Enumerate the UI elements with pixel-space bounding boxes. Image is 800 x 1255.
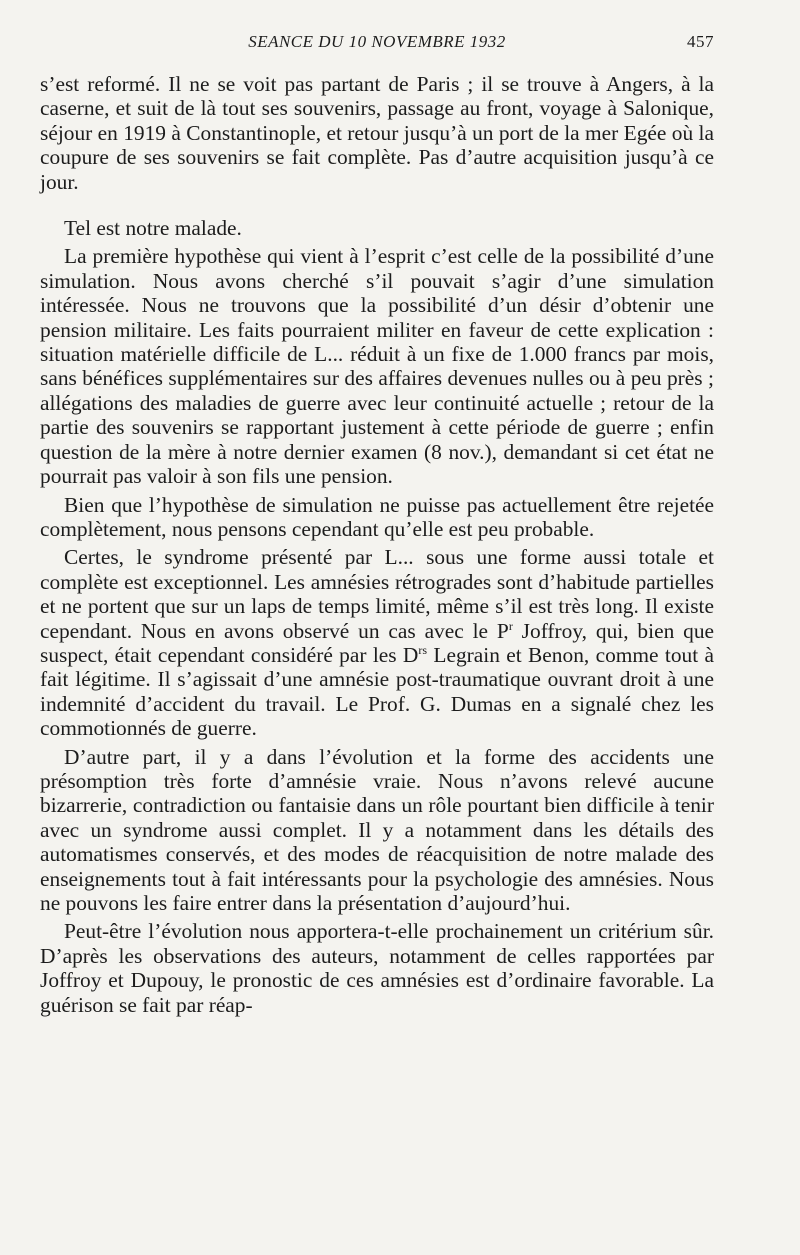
paragraph-7: Peut-être l’évolution nous apportera-t-elle prochainement un critérium sûr. D’après les observations des auteurs, notamment de celles rapportées par Joffroy et Dupouy, le pronostic de ces amnésies est d’ordinaire favorable. La guérison se fait par réap- <box>40 919 714 1017</box>
paragraph-5-part-3: Legrain et Benon, comme tout à fait légitime. Il s’agissait d’une amnésie post-traumatique ouvrant droit à une indemnité d’accident du travail. Le Prof. G. Dumas en a signalé chez les commotionnés de guerre. <box>40 642 714 741</box>
paragraph-6: D’autre part, il y a dans l’évolution et la forme des accidents une présomption très forte d’amnésie vraie. Nous n’avons relevé aucune bizarrerie, contradiction ou fantaisie dans un rôle pourtant bien difficile à tenir avec un syndrome aussi complet. Il y a notamment dans les détails des automatismes conservés, et des modes de réacquisition de notre malade des enseignements tout à fait intéressants pour la psychologie des amnésies. Nous ne pouvons les faire entrer dans la présentation d’aujourd’hui. <box>40 744 714 915</box>
superscript-rs: rs <box>418 642 428 657</box>
header-title: SEANCE DU 10 NOVEMBRE 1932 <box>248 32 506 51</box>
paragraph-5 <box>40 545 714 740</box>
body-text <box>40 72 714 1017</box>
paragraph-3: La première hypothèse qui vient à l’esprit c’est celle de la possibilité d’une simulation. Nous avons cherché s’il pouvait s’agir d’une simulation intéressée. Nous ne trouvons que la possibilité d’un désir d’obtenir une pension militaire. Les faits pourraient militer en faveur de cette explication : situation matérielle difficile de L... réduit à un fixe de 1.000 francs par mois, sans bénéfices supplémentaires sur des affaires devenues nulles ou à peu près ; allégations des maladies de guerre avec leur continuité actuelle ; retour de la partie des souvenirs se rapportant justement à cette période de guerre ; enfin question de la mère à notre dernier examen (8 nov.), demandant si cet état ne pourrait pas valoir à son fils une pension. <box>40 244 714 489</box>
page-number: 457 <box>687 32 714 51</box>
paragraph-5-part-2: Joffroy, qui, bien que suspect, était cependant considéré par les D <box>40 618 715 667</box>
document-page <box>40 26 714 1017</box>
paragraph-1: s’est reformé. Il ne se voit pas partant de Paris ; il se trouve à Angers, à la caserne, et suit de là tout ses souvenirs, passage au front, voyage à Salonique, séjour en 1919 à Constantinople, et retour jusqu’à un port de la mer Egée où la coupure de ses souvenirs se fait complète. Pas d’autre acquisition jusqu’à ce jour. <box>40 72 714 194</box>
paragraph-4: Bien que l’hypothèse de simulation ne puisse pas actuellement être rejetée complètement, nous pensons cependant qu’elle est peu probable. <box>40 492 714 541</box>
paragraph-2: Tel est notre malade. <box>64 216 242 241</box>
superscript-r: r <box>508 618 513 633</box>
running-header <box>40 26 714 62</box>
paragraph-5-part-1: Certes, le syndrome présenté par L... sous une forme aussi totale et complète est exceptionnel. Les amnésies rétrogrades sont d’habitude partielles et ne portent que sur un laps de temps limité, même s’il est très long. Il existe cependant. Nous en avons observé un cas avec le P <box>40 545 714 643</box>
